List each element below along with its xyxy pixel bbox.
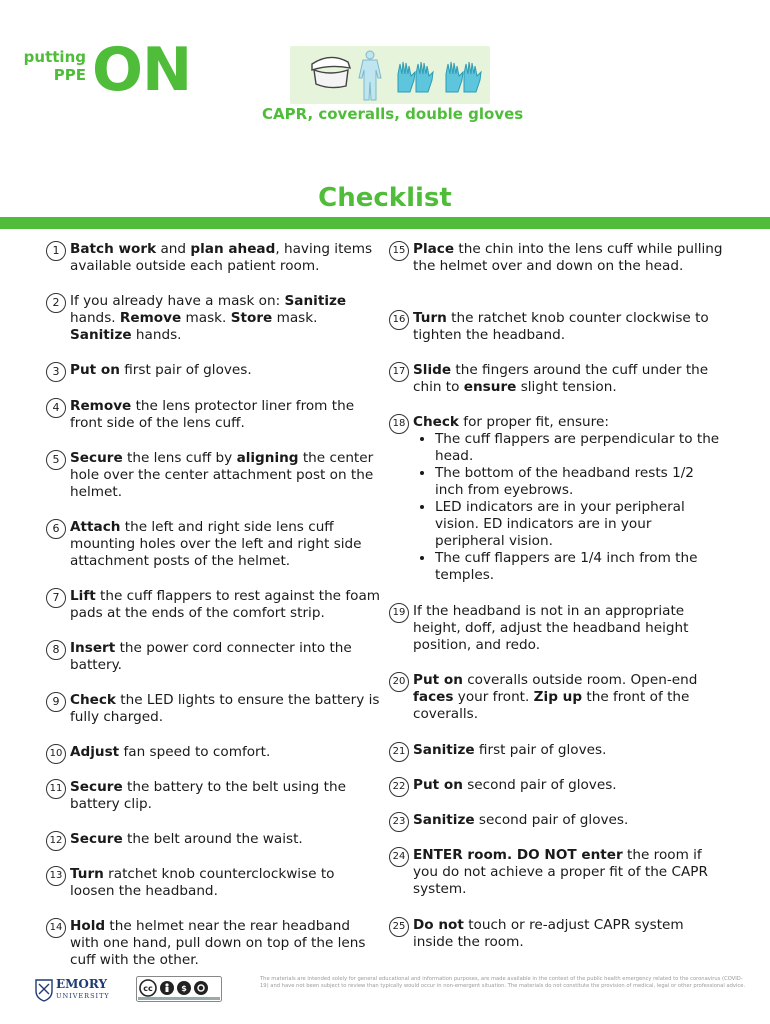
step-number-badge: 17 <box>389 362 409 382</box>
step-text: Secure the lens cuff by aligning the center hole over the center attachment post on the helmet. <box>70 450 374 500</box>
step-text: Batch work and plan ahead, having items available outside each patient room. <box>70 241 373 274</box>
step-number-badge: 7 <box>46 588 66 608</box>
step-text: Put on coveralls outside room. Open-end faces your front. Zip up the front of the coveralls. <box>413 672 698 722</box>
step-number-badge: 16 <box>389 310 409 330</box>
step-number-badge: 6 <box>46 519 66 539</box>
step-number-badge: 2 <box>46 293 66 313</box>
step-number-badge: 13 <box>46 866 66 886</box>
header-on: ON <box>92 35 192 105</box>
by-icon <box>160 981 174 995</box>
step-number-badge: 19 <box>389 603 409 623</box>
step-text: Place the chin into the lens cuff while pulling the helmet over and down on the head. <box>413 241 723 274</box>
disclaimer: The materials are intended solely for general educational and information purposes, are made available in the context of the public health emergency related to the coronavirus (COVID-19) and have not been subject to review than typically would occur in non-emergent situation. The materials do not constitute the provision of medical, legal or other professional advice. <box>260 976 746 989</box>
step-text: If you already have a mask on: Sanitize hands. Remove mask. Store mask. Sanitize hands. <box>70 293 347 343</box>
step-text: Attach the left and right side lens cuff mounting holes over the left and right side attachment posts of the helmet. <box>70 519 362 569</box>
gloves-icon <box>398 62 481 92</box>
step-number-badge: 5 <box>46 450 66 470</box>
svg-text:cc: cc <box>143 984 153 993</box>
step-text: Check for proper fit, ensure: • The cuff flappers are perpendicular to the head. • The bottom of the headband rests 1/2 inch from eyebrows. • LED indicators are in your peripheral vision. ED indicators are in your peripheral vision. • The cuff flappers are 1/4 inch from the temples. <box>413 414 723 584</box>
step-number-badge: 12 <box>46 831 66 851</box>
cc-icon <box>140 980 156 996</box>
page-title: Checklist <box>318 183 452 213</box>
svg-text:$: $ <box>181 984 187 993</box>
step-text: Turn ratchet knob counterclockwise to loosen the headband. <box>70 866 335 899</box>
step-text: Put on second pair of gloves. <box>413 777 617 793</box>
capr-helmet-icon <box>312 57 350 87</box>
logo-text: EMORY <box>56 977 108 991</box>
subtitle: CAPR, coveralls, double gloves <box>262 105 524 123</box>
title-rule <box>0 217 770 229</box>
creative-commons-badge <box>136 976 222 1002</box>
step-number-badge: 9 <box>46 692 66 712</box>
step-text: Sanitize second pair of gloves. <box>413 812 629 828</box>
step-number-badge: 3 <box>46 362 66 382</box>
header-putting: putting <box>23 48 86 66</box>
step-number-badge: 10 <box>46 744 66 764</box>
nc-icon <box>177 981 191 995</box>
header-putting-ppe <box>0 48 86 84</box>
step-number-badge: 24 <box>389 847 409 867</box>
emory-logo <box>34 978 120 1002</box>
sa-icon <box>194 981 208 995</box>
step-text: Slide the fingers around the cuff under the chin to ensure slight tension. <box>413 362 709 395</box>
step-number-badge: 8 <box>46 640 66 660</box>
step-number-badge: 23 <box>389 812 409 832</box>
step-text: ENTER room. DO NOT enter the room if you do not achieve a proper fit of the CAPR system. <box>413 847 708 897</box>
step-text: Lift the cuff flappers to rest against the foam pads at the ends of the comfort strip. <box>70 588 381 621</box>
header-ppe: PPE <box>53 66 86 84</box>
step-text: Turn the ratchet knob counter clockwise to tighten the headband. <box>413 310 709 343</box>
step-number-badge: 21 <box>389 742 409 762</box>
step-number-badge: 18 <box>389 414 409 434</box>
step-number-badge: 1 <box>46 241 66 261</box>
step-number-badge: 15 <box>389 241 409 261</box>
step-number-badge: 25 <box>389 917 409 937</box>
logo-sub: UNIVERSITY <box>56 992 110 1000</box>
step-number-badge: 22 <box>389 777 409 797</box>
step-text: Remove the lens protector liner from the front side of the lens cuff. <box>70 398 355 431</box>
step-text: Hold the helmet near the rear headband with one hand, pull down on top of the lens cuff with the other. <box>70 918 366 968</box>
step-text: Adjust fan speed to comfort. <box>70 744 271 760</box>
step-text: Do not touch or re-adjust CAPR system inside the room. <box>413 917 684 950</box>
step-text: Secure the battery to the belt using the battery clip. <box>70 779 346 812</box>
step-text: Sanitize first pair of gloves. <box>413 742 607 758</box>
ppe-illustration <box>290 46 490 104</box>
step-number-badge: 4 <box>46 398 66 418</box>
step-text: Secure the belt around the waist. <box>70 831 303 847</box>
step-number-badge: 11 <box>46 779 66 799</box>
step-text: Put on first pair of gloves. <box>70 362 252 378</box>
emory-shield-icon <box>36 980 52 1001</box>
step-number-badge: 20 <box>389 672 409 692</box>
step-text: Check the LED lights to ensure the battery is fully charged. <box>70 692 380 725</box>
coveralls-icon <box>359 51 381 100</box>
step-number-badge: 14 <box>46 918 66 938</box>
step-text: If the headband is not in an appropriate height, doff, adjust the headband height position, and redo. <box>413 603 689 653</box>
step-text: Insert the power cord connecter into the battery. <box>70 640 352 673</box>
